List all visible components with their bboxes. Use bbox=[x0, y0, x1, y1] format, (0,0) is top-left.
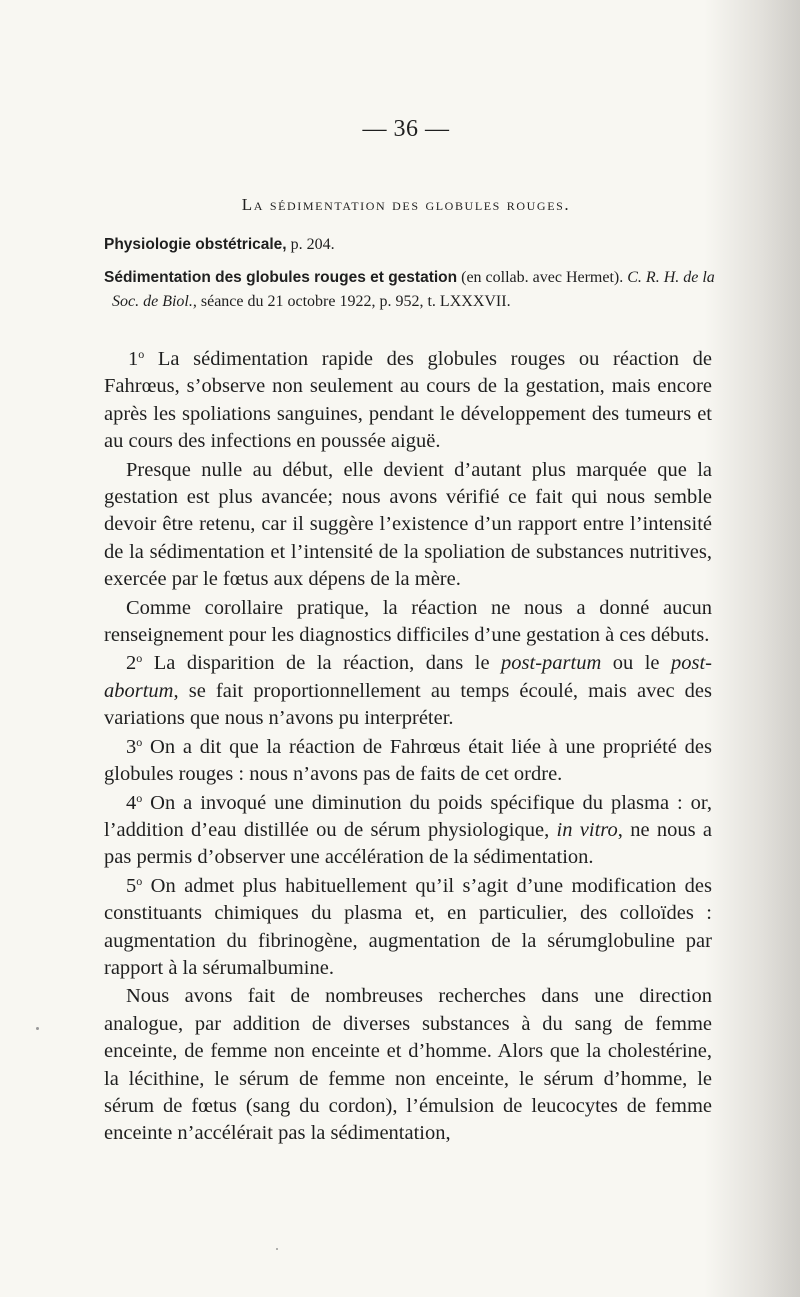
reference-heading-page: p. 204. bbox=[286, 236, 335, 253]
paragraph-5 bbox=[104, 734, 712, 789]
paragraph-7 bbox=[104, 873, 712, 983]
paragraph-number: 3 bbox=[126, 735, 137, 758]
italic-term: post-abortum bbox=[104, 652, 712, 702]
italic-term: post-partum bbox=[501, 652, 602, 675]
paragraph-2 bbox=[104, 457, 712, 594]
ordinal-marker: o bbox=[136, 790, 143, 805]
paragraph-text: , se fait proportionnellement au temps écoulé, mais avec des variations que nous n’avons pu interpréter. bbox=[104, 679, 712, 730]
paragraph-6 bbox=[104, 790, 712, 872]
paragraph-number: 5 bbox=[126, 874, 137, 897]
paragraph-1 bbox=[104, 346, 712, 456]
reference-entry-collab: (en collab. avec Hermet). bbox=[457, 269, 628, 286]
reference-entry-title: Sédimentation des globules rouges et gestation bbox=[104, 269, 458, 286]
ordinal-marker: o bbox=[136, 651, 143, 666]
italic-term: in vitro bbox=[556, 818, 618, 841]
paragraph-text: La disparition de la réaction, dans le bbox=[142, 652, 502, 675]
paragraph-3 bbox=[104, 595, 712, 650]
paragraph-number: 1 bbox=[128, 348, 139, 370]
paragraph-text: ou le bbox=[601, 652, 671, 675]
paragraph-number: 2 bbox=[126, 652, 137, 675]
section-title bbox=[0, 195, 800, 215]
section-title-text: La sédimentation des globules rouges. bbox=[241, 195, 571, 214]
scan-speck bbox=[276, 1248, 278, 1250]
reference-entry-journal: C. R. H. de la Soc. de Biol. bbox=[112, 269, 715, 310]
paragraph-number: 4 bbox=[126, 791, 137, 814]
paragraph-text: Nous avons fait de nombreuses recherches dans une direction analogue, par addition de diverses substances à du sang de femme enceinte, de femme non enceinte et d’homme. Alors que la cholestérine, la lécithine, le sérum de femme non enceinte, le sérum d’homme, le sérum de fœtus (sang du cordon), l’émulsion de leucocytes de femme enceinte n’accélérait pas la sédimentation, bbox=[104, 985, 712, 1145]
paragraph-text: La sédimentation rapide des globules rouges ou réaction de Fahrœus, s’observe non seulement au cours de la gestation, mais encore après les spoliations sanguines, pendant le développement des tumeurs et au cours des infections en poussée aiguë. bbox=[104, 348, 712, 453]
scan-speck bbox=[36, 1027, 39, 1030]
body-text bbox=[104, 346, 712, 1149]
paragraph-text: On a dit que la réaction de Fahrœus était liée à une propriété des globules rouges : nous n’avons pas de faits de cet ordre. bbox=[104, 735, 712, 786]
paragraph-text: , ne nous a pas permis d’observer une accélération de la sédimentation. bbox=[104, 818, 712, 869]
reference-entry bbox=[104, 266, 732, 314]
paragraph-text: On admet plus habituellement qu’il s’agit d’une modification des constituants chimiques du plasma et, en particulier, des colloïdes : augmentation du fibrinogène, augmentation de la sérumglobuline par rapport à la sérumalbumine. bbox=[104, 874, 712, 979]
page-number: — 36 — bbox=[362, 116, 450, 142]
paragraph-text: On a invoqué une diminution du poids spécifique du plasma : or, l’addition d’eau distillée ou de sérum physiologique, bbox=[104, 791, 712, 841]
reference-heading bbox=[104, 236, 335, 254]
ordinal-marker: o bbox=[136, 873, 143, 888]
ordinal-marker: o bbox=[138, 347, 145, 361]
reference-entry-details: , séance du 21 octobre 1922, p. 952, t. LXXXVII. bbox=[192, 293, 511, 310]
paragraph-text: Presque nulle au début, elle devient d’autant plus marquée que la gestation est plus avancée; nous avons vérifié ce fait qui nous semble devoir être retenu, car il suggère l’existence d’un rapport entre l’intensité de la sédimentation et l’intensité de la spoliation de substances nutritives, exercée par le fœtus aux dépens de la mère. bbox=[104, 458, 712, 591]
reference-heading-bold: Physiologie obstétricale, bbox=[104, 236, 287, 253]
paragraph-text: Comme corollaire pratique, la réaction ne nous a donné aucun renseignement pour les diagnostics difficiles d’une gestation à ces débuts. bbox=[104, 596, 712, 647]
paragraph-4 bbox=[104, 650, 712, 732]
ordinal-marker: o bbox=[136, 734, 143, 749]
paragraph-8 bbox=[104, 983, 712, 1147]
